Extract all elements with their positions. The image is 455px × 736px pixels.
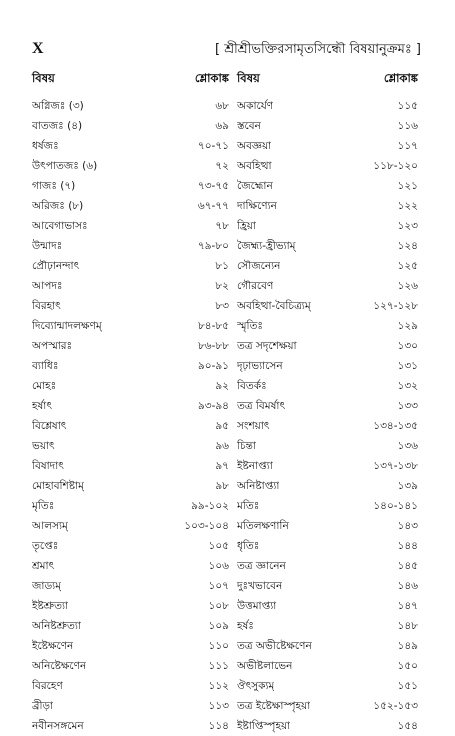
right-subject: ইষ্টাপ্তিস্পৃহয়া	[237, 720, 291, 732]
left-verse-number: ৯৭	[215, 460, 229, 472]
left-verse-number: ১০৬	[208, 560, 229, 572]
left-verse-number: ১০৫	[208, 540, 229, 552]
left-subject: আবেগাভাসঃ	[32, 220, 88, 232]
left-subject-heading: বিষয়	[32, 71, 55, 85]
right-subject: দুঃখভাবেন	[237, 580, 283, 592]
left-verse-number: ১১২	[208, 680, 229, 692]
left-subject: মৃতিঃ	[32, 500, 55, 512]
left-subject: বাতজঃ (৪)	[32, 120, 83, 132]
right-verse-number: ১৩৪-১৩৫	[373, 420, 418, 432]
left-verse-number: ৭৩-৭৫	[197, 180, 229, 192]
left-verse-number: ৭০-৭১	[197, 140, 229, 152]
left-subject: হর্ষাৎ	[32, 400, 52, 412]
right-verse-number: ১৩৭-১৩৮	[373, 460, 418, 472]
left-subject: ধর্ষজঃ	[32, 140, 59, 152]
right-subject: জৈহ্মোন	[237, 180, 273, 192]
left-verse-number: ৯৬	[215, 440, 229, 452]
right-verse-number: ১৩৯	[397, 480, 418, 492]
right-subject: জৈহ্ম্য-হ্রীভ্যাম্	[237, 240, 296, 252]
right-subject: অকার্যেণ	[237, 100, 274, 112]
left-verse-number: ৮৪-৮৫	[197, 320, 229, 332]
right-verse-number: ১৩২	[397, 380, 418, 392]
right-verse-number: ১৩৬	[397, 440, 418, 452]
right-verse-number: ১২৬	[397, 280, 418, 292]
right-verse-number: ১৪৭	[397, 600, 418, 612]
right-subject: চিন্তা	[237, 440, 256, 452]
table-row	[0, 596, 455, 616]
left-verse-number: ১১৩	[208, 700, 229, 712]
right-verse-number: ১৫২-১৫৩	[373, 700, 418, 712]
left-verse-number: ৮১	[215, 260, 229, 272]
table-row	[0, 276, 455, 296]
left-verse-number: ৯০-৯১	[197, 360, 229, 372]
left-subject: বিরহাৎ	[32, 300, 61, 312]
right-verse-number: ১৫০	[397, 660, 418, 672]
right-verse-number: ১২১	[397, 180, 418, 192]
table-row	[0, 676, 455, 696]
left-subject: আপদঃ	[32, 280, 63, 292]
left-verse-number: ৬৮	[215, 100, 229, 112]
right-subject: অভীষ্টলাভেন	[237, 660, 293, 672]
table-row	[0, 356, 455, 376]
left-verse-heading: শ্লোকাঙ্ক	[194, 71, 229, 85]
right-verse-number: ১৪৫	[397, 560, 418, 572]
left-subject: অপস্মারঃ	[32, 340, 73, 352]
right-subject: দৃঢ়াভ্যাসেন	[237, 360, 283, 372]
left-subject: মোহঃ	[32, 380, 57, 392]
left-verse-number: ৮২	[215, 280, 229, 292]
right-subject: অবহিত্থা-বৈচিত্র্যম্	[237, 300, 311, 312]
right-subject: সংশয়াৎ	[237, 420, 270, 432]
right-verse-number: ১৩০	[397, 340, 418, 352]
right-subject: ঔৎসুক্যম্	[237, 680, 275, 692]
right-verse-number: ১১৭	[397, 140, 418, 152]
left-verse-number: ১০৮	[208, 600, 229, 612]
right-verse-number: ১২৪	[397, 240, 418, 252]
table-row	[0, 656, 455, 676]
right-verse-heading: শ্লোকাঙ্ক	[383, 71, 418, 85]
left-verse-number: ১১০	[208, 640, 229, 652]
right-subject: অবজ্ঞয়া	[237, 140, 272, 152]
table-row	[0, 416, 455, 436]
right-verse-number: ১২৭-১২৮	[373, 300, 418, 312]
left-subject: তৃপ্তেঃ	[32, 540, 59, 552]
right-subject: স্তবেন	[237, 120, 261, 132]
left-subject: ব্রীড়া	[32, 700, 54, 712]
right-subject: হর্ষঃ	[237, 620, 254, 632]
table-row	[0, 536, 455, 556]
right-verse-number: ১২৩	[397, 220, 418, 232]
left-subject: বিরহেণ	[32, 680, 63, 692]
table-row	[0, 256, 455, 276]
right-verse-number: ১৩১	[397, 360, 418, 372]
page-number: X	[32, 40, 44, 57]
left-subject: দিব্যোন্মাদলক্ষণম্	[32, 320, 102, 332]
left-verse-number: ৯৩-৯৪	[197, 400, 229, 412]
left-subject: ইষ্টেক্ষণেন	[32, 640, 74, 652]
table-row	[0, 696, 455, 716]
left-subject: উৎপাতজঃ (৬)	[32, 160, 98, 172]
table-row	[0, 216, 455, 236]
table-row	[0, 576, 455, 596]
right-verse-number: ১৪৪	[397, 540, 418, 552]
left-verse-number: ১১১	[208, 660, 229, 672]
table-row	[0, 196, 455, 216]
table-row	[0, 556, 455, 576]
left-verse-number: ৯৯-১০২	[191, 500, 229, 512]
left-verse-number: ১০৯	[208, 620, 229, 632]
left-verse-number: ৭৯-৮০	[197, 240, 229, 252]
page-title: [ শ্রীশ্রীভক্তিরসামৃতসিন্ধৌ বিষয়ানুক্রমঃ ]	[215, 42, 421, 57]
left-verse-number: ৭২	[215, 160, 229, 172]
table-row	[0, 156, 455, 176]
right-verse-number: ১১৬	[397, 120, 418, 132]
right-subject: তত্র সদৃশেক্ষয়া	[237, 340, 297, 352]
left-verse-number: ৮৩	[215, 300, 229, 312]
left-subject: শ্রমাৎ	[32, 560, 55, 572]
right-verse-number: ১৩৩	[397, 400, 418, 412]
table-row	[0, 636, 455, 656]
right-subject: হ্রিয়া	[237, 220, 256, 232]
right-verse-number: ১৪৮	[397, 620, 418, 632]
left-subject: ব্যাধিঃ	[32, 360, 59, 372]
right-subject: দাক্ষিণ্যেন	[237, 200, 277, 212]
right-verse-number: ১৪৩	[397, 520, 418, 532]
right-subject: অনিষ্টাপ্ত্যা	[237, 480, 280, 492]
right-verse-number: ১৫৪	[397, 720, 418, 732]
table-row	[0, 396, 455, 416]
left-verse-number: ১০৩-১০৪	[184, 520, 229, 532]
table-row	[0, 496, 455, 516]
table-row	[0, 616, 455, 636]
left-verse-number: ৭৮	[215, 220, 229, 232]
right-subject: মতিঃ	[237, 500, 260, 512]
left-subject: মোহাবশিষ্টাম্	[32, 480, 84, 492]
left-verse-number: ৬৭-৭৭	[197, 200, 229, 212]
left-subject: বিষাদাৎ	[32, 460, 64, 472]
right-verse-number: ১৪০-১৪১	[373, 500, 418, 512]
right-subject: তত্র অভীষ্টেক্ষণেন	[237, 640, 312, 652]
index-table	[0, 96, 455, 736]
right-verse-number: ১১৫	[397, 100, 418, 112]
left-verse-number: ৬৯	[215, 120, 229, 132]
table-row	[0, 236, 455, 256]
right-verse-number: ১২২	[397, 200, 418, 212]
right-subject: মতিলক্ষণানি	[237, 520, 289, 532]
left-subject: জাড্যম্	[32, 580, 62, 592]
left-subject: গাজঃ (৭)	[32, 180, 76, 192]
right-verse-number: ১২৯	[397, 320, 418, 332]
left-subject: ইষ্টশ্রুত্যা	[32, 600, 69, 612]
table-row	[0, 516, 455, 536]
right-subject: তত্র জ্ঞানেন	[237, 560, 286, 572]
table-row	[0, 176, 455, 196]
right-subject: ধৃতিঃ	[237, 540, 260, 552]
left-verse-number: ৮৬-৮৮	[197, 340, 229, 352]
right-verse-number: ১২৫	[397, 260, 418, 272]
table-row	[0, 296, 455, 316]
left-subject: আলস্যম্	[32, 520, 68, 532]
right-subject: ইষ্টনাপ্ত্যা	[237, 460, 273, 472]
table-row	[0, 96, 455, 116]
right-subject: বিতর্কঃ	[237, 380, 267, 392]
left-subject: অরিজঃ (৮)	[32, 200, 84, 212]
table-row	[0, 136, 455, 156]
table-row	[0, 476, 455, 496]
right-subject: অবহিত্থা	[237, 160, 272, 172]
table-row	[0, 336, 455, 356]
left-subject: অনিষ্টেক্ষণেন	[32, 660, 87, 672]
right-subject: স্মৃতিঃ	[237, 320, 263, 332]
left-verse-number: ৯২	[215, 380, 229, 392]
right-verse-number: ১৪৬	[397, 580, 418, 592]
left-verse-number: ৯৮	[215, 480, 229, 492]
table-row	[0, 716, 455, 736]
right-subject: গৌরবেণ	[237, 280, 274, 292]
right-verse-number: ১৫১	[397, 680, 418, 692]
table-row	[0, 456, 455, 476]
left-subject: উন্মাদঃ	[32, 240, 63, 252]
right-subject-heading: বিষয়	[237, 71, 260, 85]
right-subject: তত্র ইষ্টেক্ষাস্পৃহয়া	[237, 700, 311, 712]
left-verse-number: ৯৫	[215, 420, 229, 432]
left-subject: বিশ্লেষাৎ	[32, 420, 67, 432]
table-row	[0, 316, 455, 336]
left-verse-number: ১০৭	[208, 580, 229, 592]
right-verse-number: ১৪৯	[397, 640, 418, 652]
left-subject: নবীনসঙ্গমেন	[32, 720, 84, 732]
left-verse-number: ১১৪	[208, 720, 229, 732]
right-subject: তত্র বিমর্ষাৎ	[237, 400, 286, 412]
right-verse-number: ১১৮-১২০	[373, 160, 418, 172]
right-subject: সৌজন্যেন	[237, 260, 281, 272]
left-subject: প্রৌঢ়ানন্দাৎ	[32, 260, 80, 272]
left-subject: অগ্নিজঃ (৩)	[32, 100, 84, 112]
left-subject: অনিষ্টশ্রুত্যা	[32, 620, 81, 632]
right-subject: উত্তমাপ্ত্যা	[237, 600, 277, 612]
left-subject: ভয়াৎ	[32, 440, 55, 452]
table-row	[0, 376, 455, 396]
table-row	[0, 436, 455, 456]
table-row	[0, 116, 455, 136]
